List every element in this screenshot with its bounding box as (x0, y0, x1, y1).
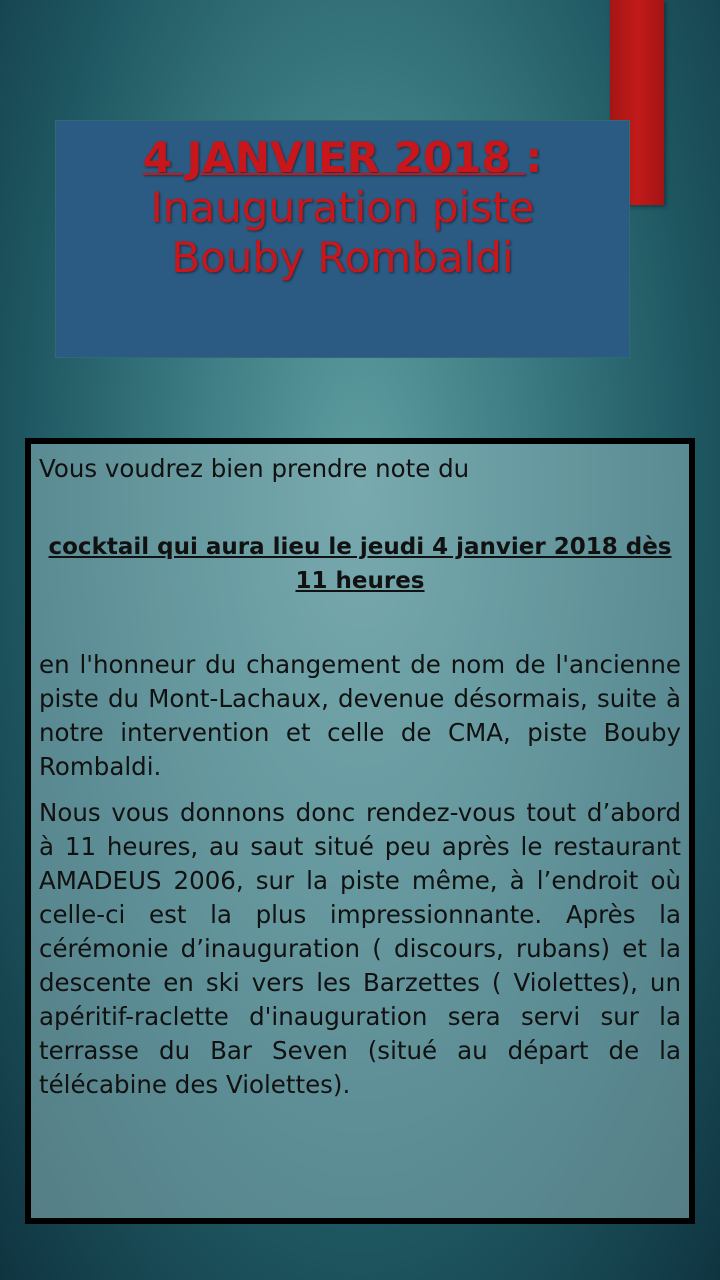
title-date: 4 JANVIER 2018 (142, 133, 526, 182)
title-line-3: Bouby Rombaldi (171, 233, 514, 282)
title-line-date (56, 133, 629, 183)
event-highlight: cocktail qui aura lieu le jeudi 4 janvier 2018 dès 11 heures (48, 534, 672, 594)
content-box (25, 438, 695, 1224)
title-box (55, 120, 630, 358)
title-colon: : (525, 133, 543, 182)
paragraph-1: en l'honneur du changement de nom de l'ancienne piste du Mont-Lachaux, devenue désormais, suite à notre intervention et celle de CMA, piste Bouby Rombaldi. (39, 650, 681, 781)
title-line-2: Inauguration piste (150, 183, 535, 232)
paragraph-2: Nous vous donnons donc rendez-vous tout d’abord à 11 heures, au saut situé peu après le restaurant AMADEUS 2006, sur la piste même, à l’endroit où celle-ci est la plus impressionnante. Après la cérémonie d’inauguration ( discours, rubans) et la descente en ski vers les Barzettes ( Violettes), un apéritif-raclette d'inauguration sera servi sur la terrasse du Bar Seven (situé au départ de la télécabine des Violettes). (39, 798, 681, 1099)
intro-text: Vous voudrez bien prendre note du (39, 454, 470, 483)
